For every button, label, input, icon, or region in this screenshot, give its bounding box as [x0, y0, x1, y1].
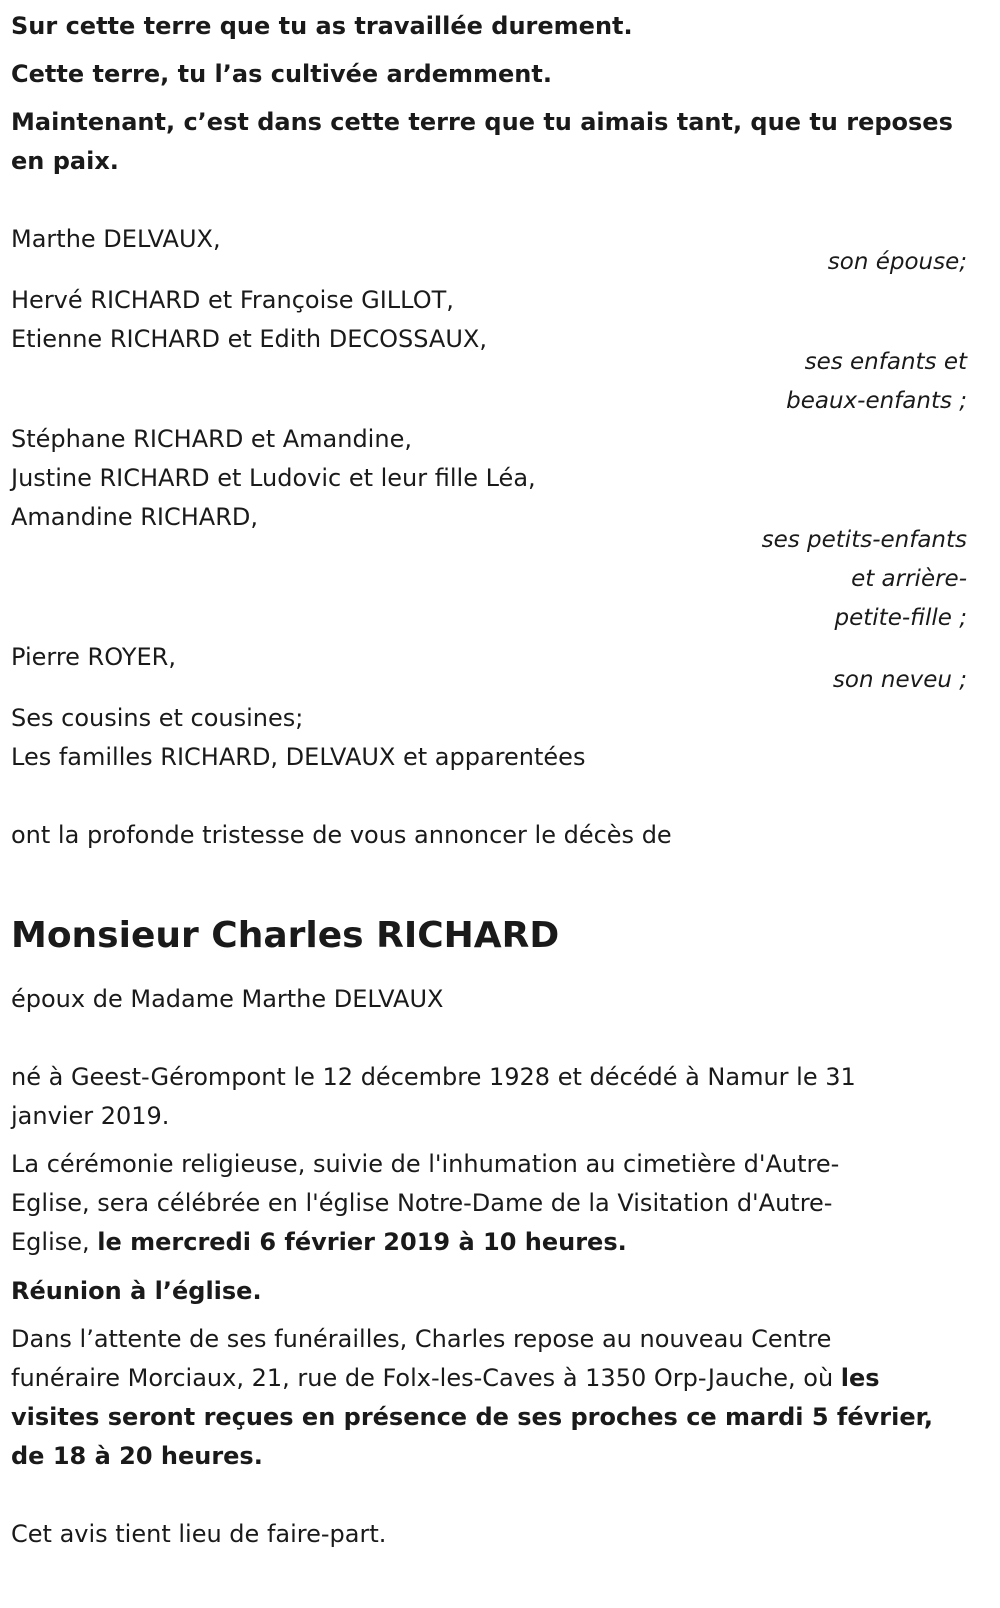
family-grandchild-1: Stéphane RICHARD et Amandine,: [11, 425, 412, 453]
role-nephew: son neveu ;: [832, 667, 967, 693]
ceremony-line-2: Eglise, sera célébrée en l'église Notre-Dame de la Visitation d'Autre-: [11, 1189, 833, 1217]
ceremony-line-3: [11, 1222, 627, 1262]
family-grandchild-2: Justine RICHARD et Ludovic et leur fille Léa,: [11, 464, 536, 492]
role-grandchildren-2: et arrière-: [851, 566, 967, 592]
family-other-1: Ses cousins et cousines;: [11, 704, 304, 732]
poem-line-4: en paix.: [11, 147, 119, 175]
announcement-text: ont la profonde tristesse de vous annoncer le décès de: [11, 821, 672, 849]
visits-line-3: visites seront reçues en présence de ses proches ce mardi 5 février,: [11, 1403, 934, 1431]
role-children-1: ses enfants et: [804, 349, 967, 375]
visits-line-1: Dans l’attente de ses funérailles, Charles repose au nouveau Centre: [11, 1325, 832, 1353]
family-nephew: Pierre ROYER,: [11, 643, 176, 671]
deceased-name: Monsieur Charles RICHARD: [11, 915, 560, 956]
ceremony-line-3-plain: Eglise,: [11, 1228, 98, 1256]
role-spouse: son épouse;: [827, 249, 967, 275]
birth-death-line-2: janvier 2019.: [11, 1102, 170, 1130]
birth-death-line-1: né à Geest-Gérompont le 12 décembre 1928 et décédé à Namur le 31: [11, 1063, 856, 1091]
family-child-2: Etienne RICHARD et Edith DECOSSAUX,: [11, 325, 487, 353]
ceremony-line-1: La cérémonie religieuse, suivie de l'inhumation au cimetière d'Autre-: [11, 1150, 840, 1178]
poem-line-3: Maintenant, c’est dans cette terre que tu aimais tant, que tu reposes: [11, 108, 953, 136]
role-grandchildren-3: petite-fille ;: [834, 605, 967, 631]
reunion-text: Réunion à l’église.: [11, 1277, 262, 1305]
poem-line-1: Sur cette terre que tu as travaillée durement.: [11, 12, 633, 40]
visits-line-4: de 18 à 20 heures.: [11, 1442, 263, 1470]
family-child-1: Hervé RICHARD et Françoise GILLOT,: [11, 286, 454, 314]
role-grandchildren-1: ses petits-enfants: [761, 527, 967, 553]
visits-line-2-bold: les: [840, 1364, 880, 1392]
family-spouse: Marthe DELVAUX,: [11, 225, 221, 253]
family-grandchild-3: Amandine RICHARD,: [11, 503, 258, 531]
visits-line-2-plain: funéraire Morciaux, 21, rue de Folx-les-Caves à 1350 Orp-Jauche, où: [11, 1364, 841, 1392]
family-other-2: Les familles RICHARD, DELVAUX et apparentées: [11, 743, 586, 771]
poem-line-2: Cette terre, tu l’as cultivée ardemment.: [11, 60, 552, 88]
visits-line-2: [11, 1358, 880, 1398]
footer-text: Cet avis tient lieu de faire-part.: [11, 1520, 387, 1548]
ceremony-date: le mercredi 6 février 2019 à 10 heures.: [97, 1228, 627, 1256]
spouse-line: époux de Madame Marthe DELVAUX: [11, 985, 444, 1013]
role-children-2: beaux-enfants ;: [786, 388, 967, 414]
